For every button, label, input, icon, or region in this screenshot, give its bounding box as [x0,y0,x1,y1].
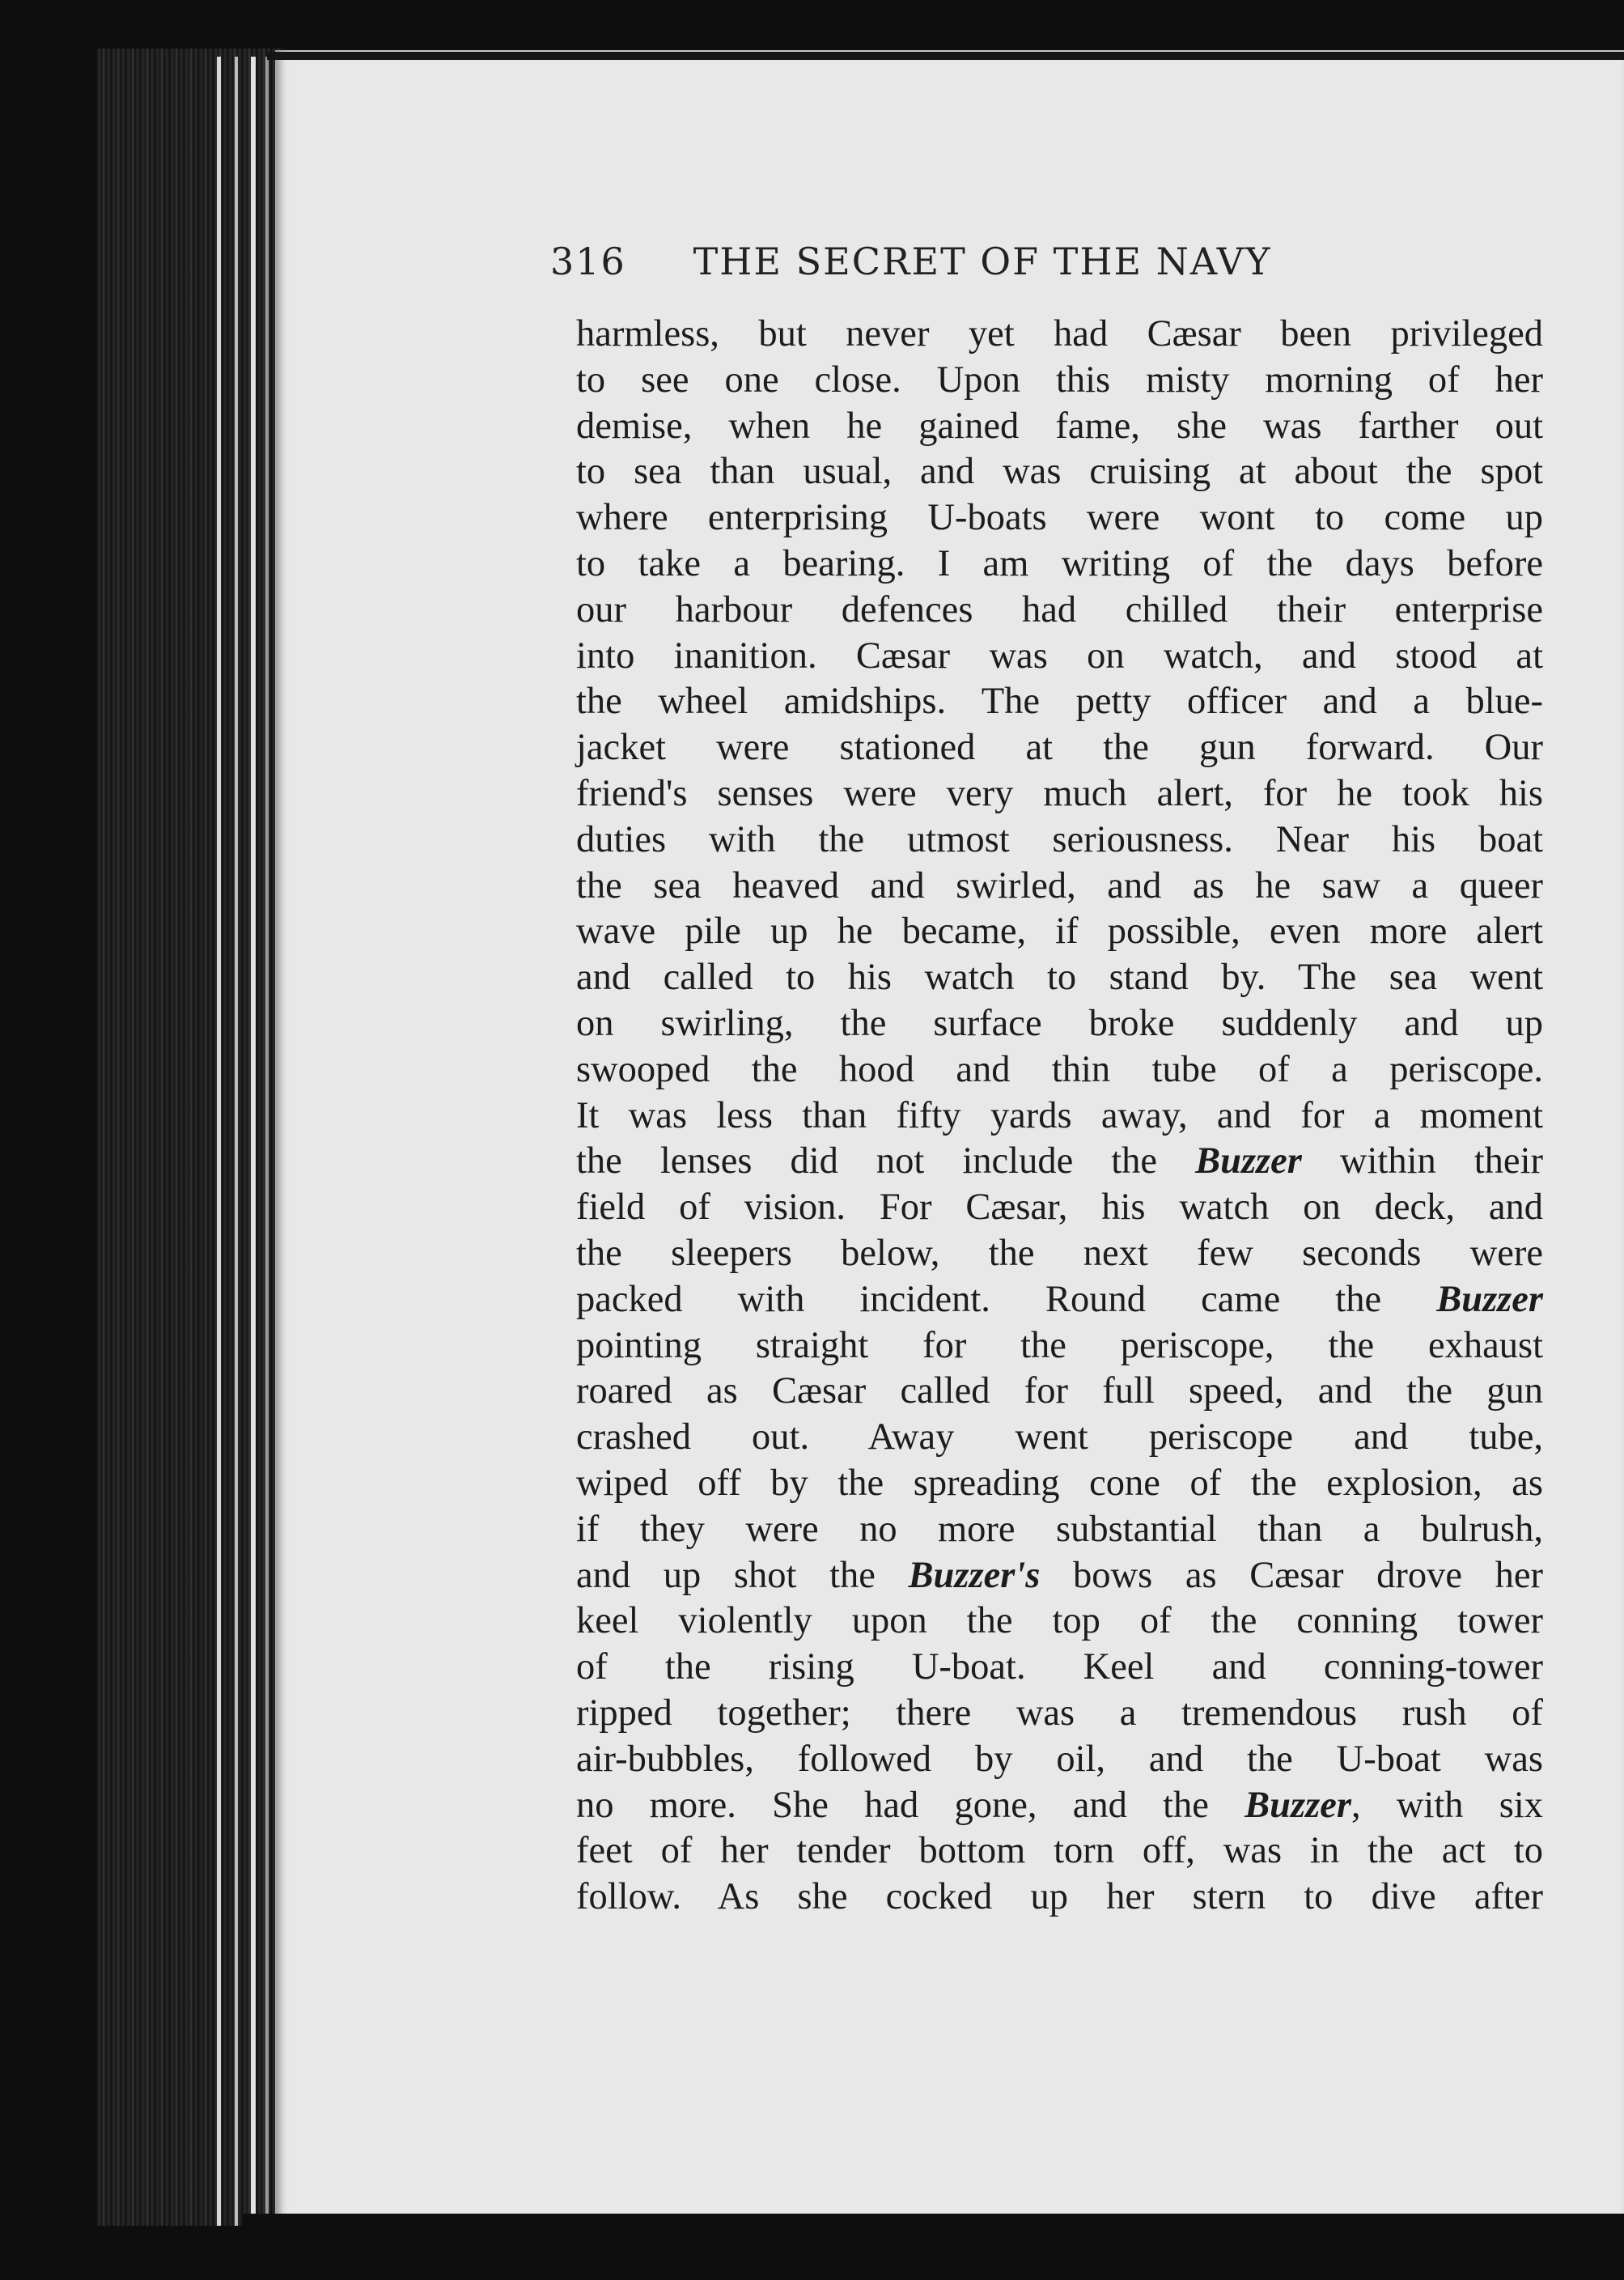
text-line: wiped off by the spreading cone of the explosion, as [576,1462,1543,1504]
text-line: packed with incident. Round came the Buzzer [576,1278,1543,1320]
text-line: our harbour defences had chilled their enterprise [576,588,1543,631]
text-line: jacket were stationed at the gun forward. Our [576,727,1543,769]
page-edge-highlight [217,57,221,2226]
text-line: of the rising U-boat. Keel and conning-tower [576,1646,1543,1688]
text-line: wave pile up he became, if possible, even more alert [576,911,1543,953]
page-edge-highlight [265,57,269,2226]
text-line: if they were no more substantial than a bulrush, [576,1508,1543,1550]
page-bottom-edge [243,2214,1624,2280]
page-number: 316 [550,240,626,283]
text-line: follow. As she cocked up her stern to dive after [576,1876,1543,1918]
text-line: It was less than fifty yards away, and for a moment [576,1094,1543,1136]
text-line: to see one close. Upon this misty morning of her [576,359,1543,401]
page-edge-highlight [251,57,256,2226]
text-line: the lenses did not include the Buzzer within their [576,1140,1543,1182]
text-line: and called to his watch to stand by. The sea went [576,957,1543,999]
text-line: into inanition. Cæsar was on watch, and stood at [576,635,1543,677]
text-line: field of vision. For Cæsar, his watch on deck, and [576,1187,1543,1229]
text-line: on swirling, the surface broke suddenly and up [576,1002,1543,1044]
text-line: the sleepers below, the next few seconds were [576,1232,1543,1274]
text-line: roared as Cæsar called for full speed, and the gun [576,1370,1543,1412]
text-line: feet of her tender bottom torn off, was in the act to [576,1830,1543,1872]
running-header [550,240,1376,283]
text-line: where enterprising U-boats were wont to come up [576,497,1543,539]
text-line: ripped together; there was a tremendous rush of [576,1692,1543,1734]
text-line: pointing straight for the periscope, the exhaust [576,1324,1543,1366]
text-line: to take a bearing. I am writing of the days before [576,542,1543,584]
text-line: swooped the hood and thin tube of a periscope. [576,1048,1543,1090]
text-line: friend's senses were very much alert, for he took his [576,772,1543,814]
text-line: no more. She had gone, and the Buzzer, with six [576,1784,1543,1826]
text-line: keel violently upon the top of the conning tower [576,1600,1543,1642]
page-edge-highlight [235,57,238,2226]
text-line: air-bubbles, followed by oil, and the U-boat was [576,1738,1543,1780]
text-line: the sea heaved and swirled, and as he saw a queer [576,864,1543,906]
text-line: harmless, but never yet had Cæsar been privileged [576,313,1543,355]
text-line: duties with the utmost seriousness. Near his boat [576,818,1543,860]
text-line: and up shot the Buzzer's bows as Cæsar drove her [576,1554,1543,1596]
text-line: the wheel amidships. The petty officer and a blue- [576,681,1543,723]
body-text [576,312,1543,1921]
running-title: THE SECRET OF THE NAVY [693,240,1272,283]
text-line: to sea than usual, and was cruising at about the spot [576,451,1543,493]
text-line: crashed out. Away went periscope and tube, [576,1416,1543,1458]
page-top-edge [267,52,1624,60]
text-line: demise, when he gained fame, she was farther out [576,405,1543,447]
